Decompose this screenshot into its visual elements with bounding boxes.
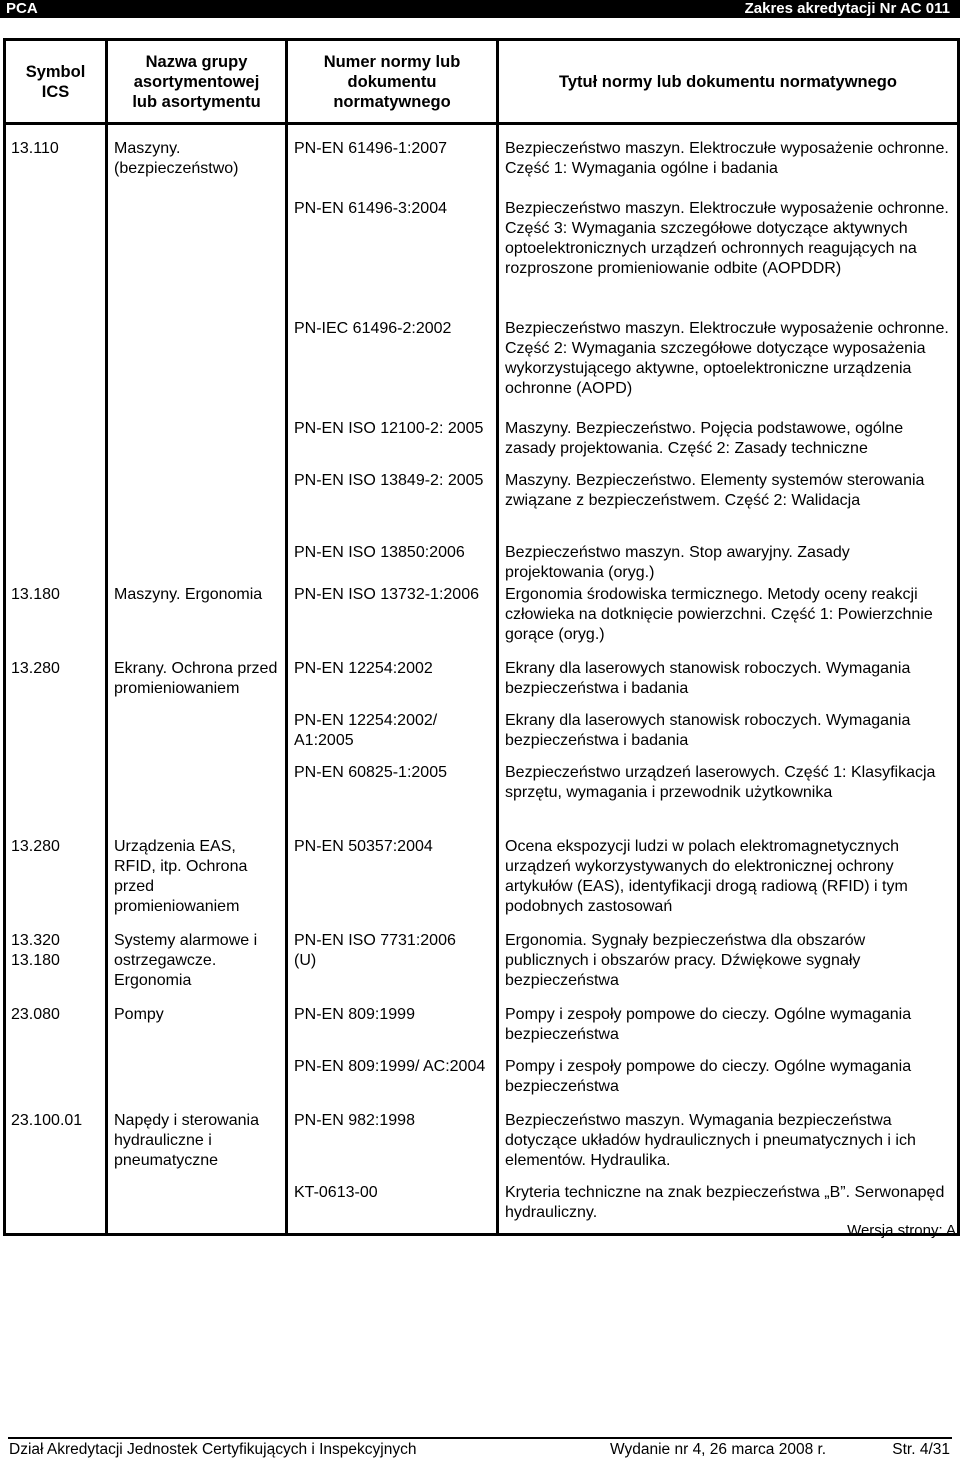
table-header-row bbox=[5, 40, 959, 124]
page-header-bar bbox=[0, 0, 960, 18]
norm-title: Bezpieczeństwo maszyn. Wymagania bezpieczeństwa dotyczące układów hydraulicznych i pneumatycznych i ich elementów. Hydraulika. bbox=[505, 1112, 916, 1169]
norm-title: Ergonomia. Sygnały bezpieczeństwa dla obszarów publicznych i obszarów pracy. Dźwiękowe sygnały bezpieczeństwa bbox=[505, 932, 866, 989]
norm-title: Ocena ekspozycji ludzi w polach elektromagnetycznych urządzeń wykorzystywanych do elektronicznej ochrony artykułów (EAS), identyfikacji drogą radiową (RFID) i tym podobnych zastosowań bbox=[505, 838, 908, 915]
norm-title: Bezpieczeństwo urządzeń laserowych. Część 1: Klasyfikacja sprzętu, wymagania i przewodnik użytkownika bbox=[505, 764, 936, 801]
norm-number: PN-IEC 61496-2:2002 bbox=[294, 320, 452, 337]
ics-code: 13.110 bbox=[11, 140, 59, 157]
col-header-ics: Symbol ICS bbox=[5, 40, 107, 124]
table-row bbox=[5, 583, 959, 645]
col-header-norm-number: Numer normy lub dokumentu normatywnego bbox=[287, 40, 498, 124]
norm-title: Bezpieczeństwo maszyn. Elektroczułe wyposażenie ochronne. Część 2: Wymagania szczegółowe dotyczące wyposażenia wykorzystującego aktywne, optoelektroniczne urządzenia ochronne (AOPD) bbox=[505, 320, 949, 397]
norm-number: PN-EN 50357:2004 bbox=[294, 838, 433, 855]
footer-department: Dział Akredytacji Jednostek Certyfikujących i Inspekcyjnych bbox=[9, 1441, 417, 1458]
group-name: Urządzenia EAS, RFID, itp. Ochrona przed promieniowaniem bbox=[114, 838, 248, 915]
group-name: Systemy alarmowe i ostrzegawcze. Ergonomia bbox=[114, 932, 258, 989]
group-name: Ekrany. Ochrona przed promieniowaniem bbox=[114, 660, 278, 697]
table-row bbox=[5, 1109, 959, 1223]
norm-number: PN-EN 982:1998 bbox=[294, 1112, 415, 1129]
col-header-norm-title: Tytuł normy lub dokumentu normatywnego bbox=[498, 40, 959, 124]
table-row bbox=[5, 657, 959, 823]
ics-code: 13.320 13.180 bbox=[11, 932, 60, 969]
norm-number: PN-EN ISO 7731:2006 (U) bbox=[294, 932, 456, 969]
norm-number: KT-0613-00 bbox=[294, 1184, 378, 1201]
norm-title: Ekrany dla laserowych stanowisk roboczych. Wymagania bezpieczeństwa i badania bbox=[505, 712, 911, 749]
header-org: PCA bbox=[6, 0, 38, 17]
norm-title: Ergonomia środowiska termicznego. Metody oceny reakcji człowieka na dotknięcie powierzchni. Część 1: Powierzchnie gorące (oryg.) bbox=[505, 586, 933, 643]
group-name: Napędy i sterowania hydrauliczne i pneumatyczne bbox=[114, 1112, 259, 1169]
norm-title: Bezpieczeństwo maszyn. Stop awaryjny. Zasady projektowania (oryg.) bbox=[505, 544, 850, 581]
norm-number: PN-EN ISO 13849-2: 2005 bbox=[294, 472, 484, 489]
col-header-group-name: Nazwa grupy asortymentowej lub asortymentu bbox=[107, 40, 287, 124]
norm-number: PN-EN 61496-3:2004 bbox=[294, 200, 447, 217]
ics-code: 13.280 bbox=[11, 660, 60, 677]
footer-divider bbox=[8, 1437, 952, 1439]
page-version: Wersja strony: A bbox=[847, 1222, 956, 1239]
norm-number: PN-EN 12254:2002/ A1:2005 bbox=[294, 712, 438, 749]
norm-title: Kryteria techniczne na znak bezpieczeństwa „B”. Serwonapęd hydrauliczny. bbox=[505, 1184, 945, 1221]
header-title: Zakres akredytacji Nr AC 011 bbox=[744, 0, 950, 17]
table-row bbox=[5, 929, 959, 991]
footer-page-number: Str. 4/31 bbox=[892, 1441, 950, 1458]
ics-code: 23.100.01 bbox=[11, 1112, 83, 1129]
group-name: Maszyny. (bezpieczeństwo) bbox=[114, 140, 239, 177]
norm-title: Maszyny. Bezpieczeństwo. Pojęcia podstawowe, ogólne zasady projektowania. Część 2: Zasady techniczne bbox=[505, 420, 904, 457]
norm-number: PN-EN 809:1999/ AC:2004 bbox=[294, 1058, 486, 1075]
norm-title: Pompy i zespoły pompowe do cieczy. Ogólne wymagania bezpieczeństwa bbox=[505, 1006, 912, 1043]
norm-number: PN-EN 809:1999 bbox=[294, 1006, 415, 1023]
ics-code: 13.280 bbox=[11, 838, 60, 855]
norm-number: PN-EN ISO 13850:2006 bbox=[294, 544, 465, 561]
footer-edition: Wydanie nr 4, 26 marca 2008 r. bbox=[610, 1441, 827, 1458]
norm-title: Ekrany dla laserowych stanowisk roboczych. Wymagania bezpieczeństwa i badania bbox=[505, 660, 911, 697]
table-row bbox=[5, 1003, 959, 1097]
norm-title: Pompy i zespoły pompowe do cieczy. Ogólne wymagania bezpieczeństwa bbox=[505, 1058, 912, 1095]
norm-number: PN-EN ISO 12100-2: 2005 bbox=[294, 420, 484, 437]
group-name: Maszyny. Ergonomia bbox=[114, 586, 263, 603]
norm-number: PN-EN 12254:2002 bbox=[294, 660, 433, 677]
ics-code: 23.080 bbox=[11, 1006, 60, 1023]
norm-title: Bezpieczeństwo maszyn. Elektroczułe wyposażenie ochronne. Część 1: Wymagania ogólne i badania bbox=[505, 140, 949, 177]
norm-title: Maszyny. Bezpieczeństwo. Elementy systemów sterowania związane z bezpieczeństwem. Część 2: Walidacja bbox=[505, 472, 925, 509]
norm-number: PN-EN ISO 13732-1:2006 bbox=[294, 586, 479, 603]
group-name: Pompy bbox=[114, 1006, 164, 1023]
ics-code: 13.180 bbox=[11, 586, 60, 603]
norm-title: Bezpieczeństwo maszyn. Elektroczułe wyposażenie ochronne. Część 3: Wymagania szczegółowe dotyczące aktywnych optoelektronicznych urządzeń ochronnych reagujących na rozproszone promieniowanie odbite (AOPDDR) bbox=[505, 200, 949, 277]
norm-number: PN-EN 61496-1:2007 bbox=[294, 140, 447, 157]
norm-number: PN-EN 60825-1:2005 bbox=[294, 764, 447, 781]
accreditation-table bbox=[3, 38, 960, 1236]
table-row bbox=[5, 835, 959, 917]
table-row bbox=[5, 137, 959, 583]
